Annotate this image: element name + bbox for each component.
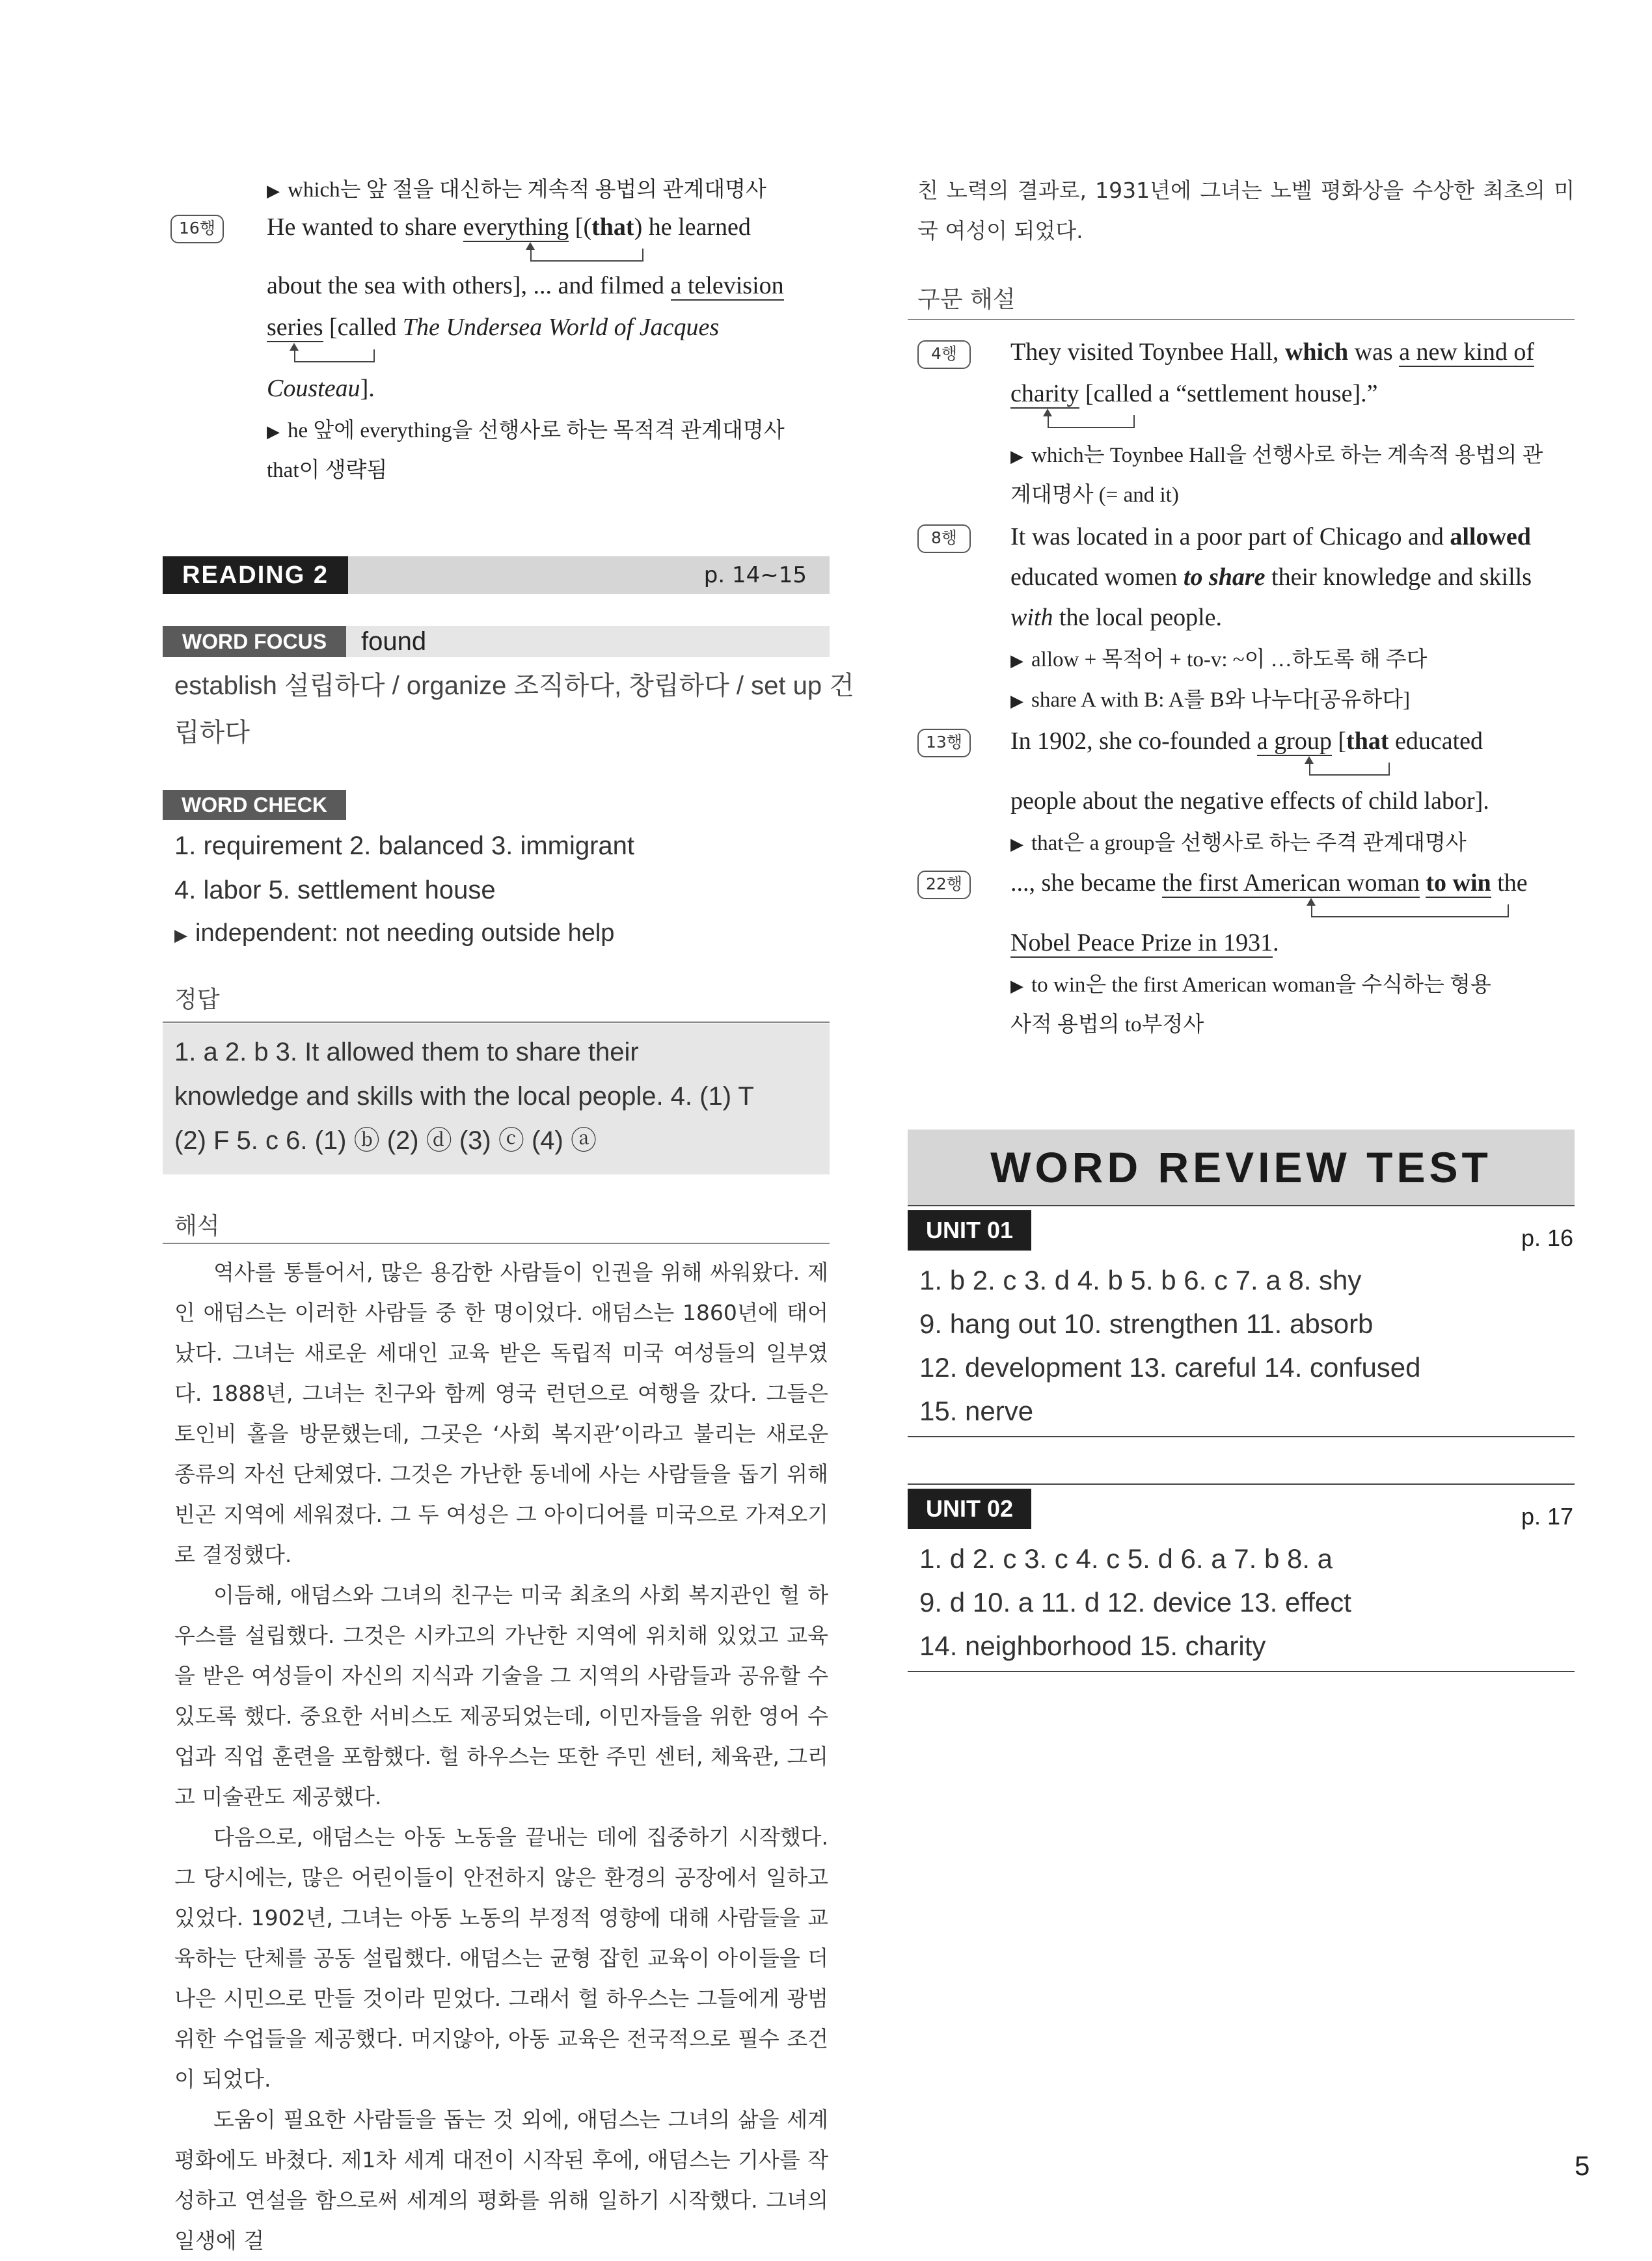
unit-01-line3: 12. development 13. careful 14. confused bbox=[919, 1352, 1421, 1383]
note-22-line2: 사적 용법의 to부정사 bbox=[1010, 1013, 1204, 1036]
sentence-4-line1: They visited Toynbee Hall, which was a new kind of bbox=[1010, 338, 1535, 366]
arrow-up-icon bbox=[290, 343, 299, 351]
translation-p4: 도움이 필요한 사람들을 돕는 것 외에, 애덤스는 그녀의 삶을 세계 평화에도 바쳤다. 제1차 세계 대전이 시작된 후에, 애덤스는 기사를 작성하고 연설을 함으로써 세계의 평화를 위해 일하기 시작했다. 그녀의 일생에 걸 bbox=[174, 2107, 828, 2253]
sentence-22-line2: Nobel Peace Prize in 1931. bbox=[1010, 929, 1279, 956]
answers-line2: knowledge and skills with the local people. 4. (1) T bbox=[174, 1082, 754, 1111]
line-badge-22: 22행 bbox=[917, 871, 971, 899]
answers-title: 정답 bbox=[174, 986, 220, 1013]
unit-01-line4: 15. nerve bbox=[919, 1396, 1034, 1426]
translation-title: 해석 bbox=[174, 1213, 220, 1239]
divider bbox=[908, 319, 1575, 320]
translation-p3: 다음으로, 애덤스는 아동 노동을 끝내는 데에 집중하기 시작했다. 그 당시에는, 많은 어린이들이 안전하지 않은 환경의 공장에서 일하고 있었다. 1902년, 그녀는 아동 노동의 부정적 영향에 대해 사람들을 교육하는 단체를 공동 설립했다. 애덤스는 균형 잡힌 교육이 아이들을 더 나은 시민으로 만들 것이라 믿었다. 그래서 헐 하우스는 그들에게 광범위한 수업들을 제공했다. 머지않아, 아동 교육은 전국적으로 필수 조건이 되었다. bbox=[174, 1824, 828, 2092]
bracket-16b bbox=[294, 349, 375, 362]
line-badge-13: 13행 bbox=[917, 729, 971, 757]
divider bbox=[908, 1205, 1575, 1206]
syntax-title: 구문 해설 bbox=[917, 286, 1016, 313]
sentence-4-line2: charity [called a “settlement house].” bbox=[1010, 380, 1378, 407]
page-number: 5 bbox=[1575, 2150, 1590, 2181]
answers-line1: 1. a 2. b 3. It allowed them to share their bbox=[174, 1038, 639, 1066]
note-which: ▶ which는 앞 절을 대신하는 계속적 용법의 관계대명사 bbox=[267, 178, 766, 202]
unit-02-label: UNIT 02 bbox=[908, 1489, 1031, 1529]
reading-page: p. 14~15 bbox=[703, 562, 807, 588]
unit-02-line1: 1. d 2. c 3. c 4. c 5. d 6. a 7. b 8. a bbox=[919, 1543, 1333, 1574]
answers-line3: (2) F 5. c 6. (1) ⓑ (2) ⓓ (3) ⓒ (4) ⓐ bbox=[174, 1126, 597, 1155]
translation-body bbox=[174, 1252, 828, 2261]
word-focus-bar bbox=[163, 626, 830, 657]
note-13: ▶ that은 a group을 선행사로 하는 주격 관계대명사 bbox=[1010, 832, 1467, 855]
translation-continued: 친 노력의 결과로, 1931년에 그녀는 노벨 평화상을 수상한 최초의 미국 여성이 되었다. bbox=[917, 178, 1575, 243]
divider bbox=[908, 1436, 1575, 1437]
sentence-22-line1: ..., she became the first American woman to win the bbox=[1010, 869, 1528, 897]
note-4-line1: ▶ which는 Toynbee Hall을 선행사로 하는 계속적 용법의 관 bbox=[1010, 444, 1543, 467]
arrow-up-icon bbox=[1043, 409, 1052, 416]
arrow-up-icon bbox=[526, 242, 535, 250]
word-review-header bbox=[908, 1130, 1575, 1205]
unit-01-page: p. 16 bbox=[1521, 1225, 1574, 1251]
divider bbox=[908, 1483, 1575, 1485]
note-8b: ▶ share A with B: A를 B와 나누다[공유하다] bbox=[1010, 688, 1411, 712]
bracket-4 bbox=[1048, 415, 1135, 428]
line-badge-8: 8행 bbox=[917, 524, 971, 553]
unit-01-label: UNIT 01 bbox=[908, 1210, 1031, 1251]
sentence-16-line2: about the sea with others], ... and filmed a television bbox=[267, 272, 784, 299]
sentence-16-line1: He wanted to share everything [(that) he learned bbox=[267, 213, 751, 241]
divider bbox=[908, 1671, 1575, 1672]
unit-02-line2: 9. d 10. a 11. d 12. device 13. effect bbox=[919, 1587, 1351, 1618]
bracket-22 bbox=[1311, 904, 1509, 917]
unit-01-line2: 9. hang out 10. strengthen 11. absorb bbox=[919, 1308, 1374, 1339]
note-that-omitted: ▶ he 앞에 everything을 선행사로 하는 목적격 관계대명사 bbox=[267, 419, 785, 442]
divider bbox=[163, 1243, 830, 1244]
divider bbox=[163, 1022, 830, 1023]
line-badge-4: 4행 bbox=[917, 340, 971, 369]
unit-02-line3: 14. neighborhood 15. charity bbox=[919, 1631, 1266, 1661]
word-focus-line2: 립하다 bbox=[174, 718, 250, 747]
reading-label: READING 2 bbox=[163, 556, 348, 594]
translation-p2: 이듬해, 애덤스와 그녀의 친구는 미국 최초의 사회 복지관인 헐 하우스를 설립했다. 그것은 시카고의 가난한 지역에 위치해 있었고 교육을 받은 여성들이 자신의 지식과 기술을 그 지역의 사람들과 공유할 수 있도록 했다. 중요한 서비스도 제공되었는데, 이민자들을 위한 영어 수업과 직업 훈련을 포함했다. 헐 하우스는 또한 주민 센터, 체육관, 그리고 미술관도 제공했다. bbox=[174, 1582, 828, 1809]
note-that-omitted-2: that이 생략됨 bbox=[267, 459, 388, 482]
note-4-line2: 계대명사 (= and it) bbox=[1010, 483, 1179, 507]
word-check-label: WORD CHECK bbox=[163, 790, 346, 820]
arrow-up-icon bbox=[1307, 898, 1316, 906]
word-focus-label: WORD FOCUS bbox=[163, 626, 346, 657]
word-check-line3: ▶ independent: not needing outside help bbox=[174, 919, 615, 947]
arrow-up-icon bbox=[1305, 756, 1314, 764]
line-badge-16: 16행 bbox=[170, 215, 224, 243]
sentence-16-line3: series [called The Undersea World of Jacques bbox=[267, 314, 720, 341]
word-focus-word: found bbox=[361, 627, 427, 656]
sentence-8-line1: It was located in a poor part of Chicago and allowed bbox=[1010, 523, 1531, 550]
answers-box bbox=[163, 1023, 830, 1174]
note-8a: ▶ allow + 목적어 + to-v: ~이 …하도록 해 주다 bbox=[1010, 648, 1428, 671]
word-check-line1: 1. requirement 2. balanced 3. immigrant bbox=[174, 832, 635, 860]
sentence-13-line1: In 1902, she co-founded a group [that educated bbox=[1010, 727, 1483, 755]
unit-01-line1: 1. b 2. c 3. d 4. b 5. b 6. c 7. a 8. shy bbox=[919, 1265, 1362, 1295]
word-check-line2: 4. labor 5. settlement house bbox=[174, 876, 496, 904]
word-focus-line1: establish 설립하다 / organize 조직하다, 창립하다 / set up 건 bbox=[174, 671, 854, 700]
bracket-16a bbox=[530, 249, 643, 262]
note-22-line1: ▶ to win은 the first American woman을 수식하는 형용 bbox=[1010, 973, 1491, 997]
bracket-13 bbox=[1309, 763, 1390, 776]
sentence-8-line2: educated women to share their knowledge and skills bbox=[1010, 563, 1532, 591]
sentence-13-line2: people about the negative effects of child labor]. bbox=[1010, 787, 1489, 815]
word-review-title: WORD REVIEW TEST bbox=[990, 1143, 1492, 1191]
sentence-8-line3: with the local people. bbox=[1010, 604, 1223, 631]
reading-header bbox=[163, 556, 830, 594]
translation-p1: 역사를 통틀어서, 많은 용감한 사람들이 인권을 위해 싸워왔다. 제인 애덤스는 이러한 사람들 중 한 명이었다. 애덤스는 1860년에 태어났다. 그녀는 새로운 세대인 교육 받은 독립적 미국 여성들의 일부였다. 1888년, 그녀는 친구와 함께 영국 런던으로 여행을 갔다. 그들은 토인비 홀을 방문했는데, 그곳은 ‘사회 복지관’이라고 불리는 새로운 종류의 자선 단체였다. 그것은 가난한 동네에 사는 사람들을 돕기 위해 빈곤 지역에 세워졌다. 그 두 여성은 그 아이디어를 미국으로 가져오기로 결정했다. bbox=[174, 1260, 828, 1567]
unit-02-page: p. 17 bbox=[1521, 1503, 1574, 1530]
sentence-16-line4: Cousteau]. bbox=[267, 375, 375, 402]
